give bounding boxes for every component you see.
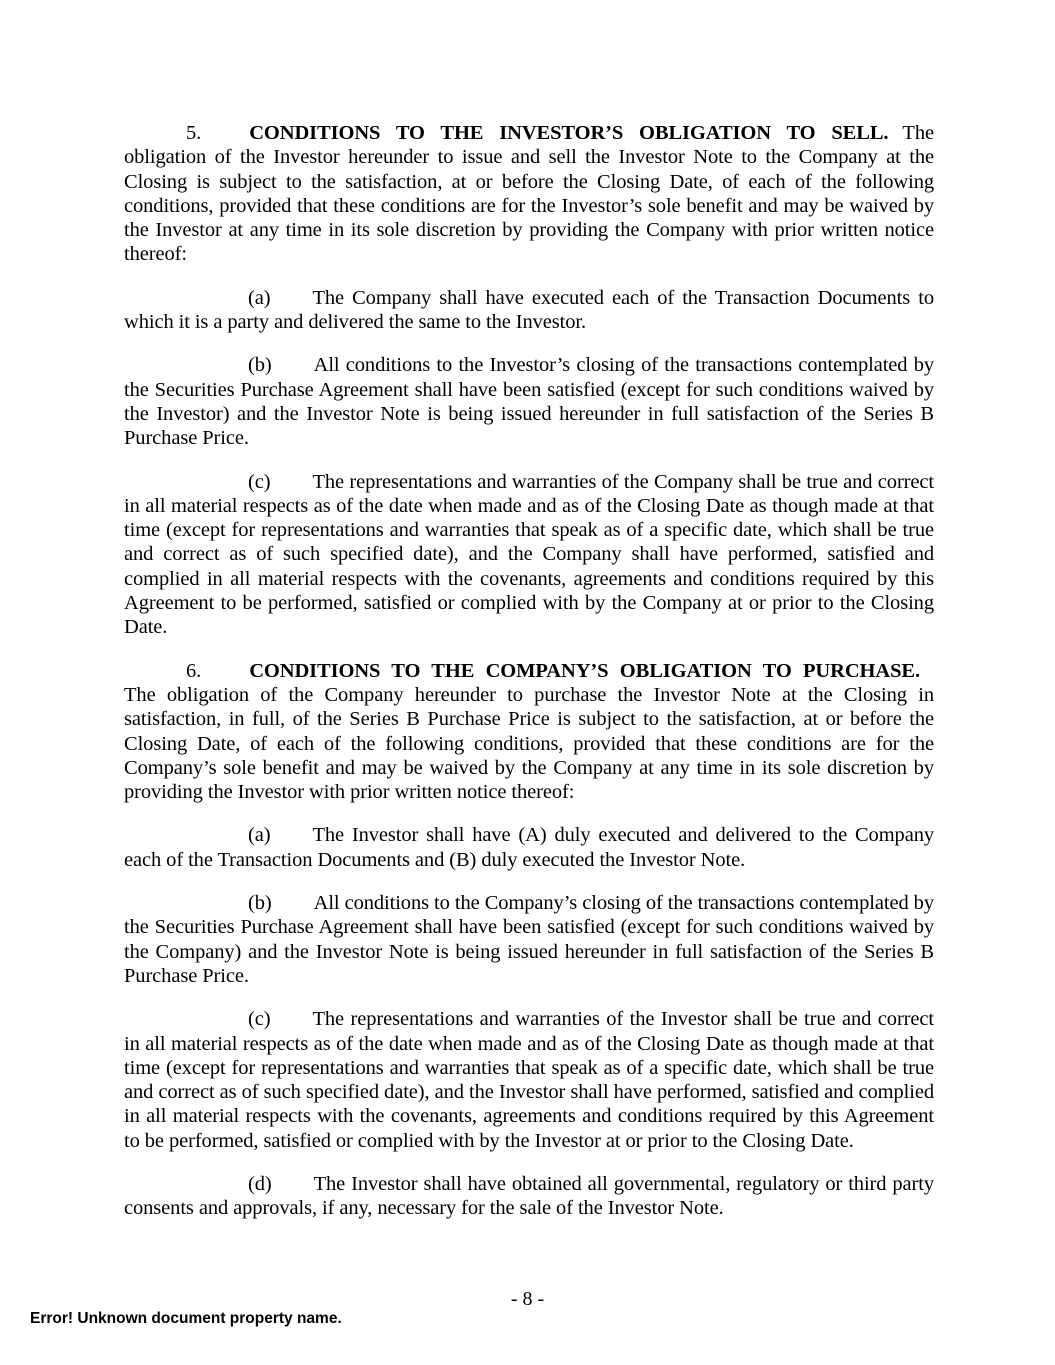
section-5-paragraph <box>124 121 934 267</box>
item-text: The Investor shall have obtained all governmental, regulatory or third party consents and approvals, if any, necessary for the sale of the Investor Note. <box>124 1172 934 1220</box>
section-6-number: 6. <box>186 659 202 682</box>
item-text: All conditions to the Investor’s closing of the transactions contemplated by the Securities Purchase Agreement shall have been satisfied (except for such conditions waived by the Investor) and the Investor Note is being issued hereunder in full satisfaction of the Series B Purchase Price. <box>124 354 934 450</box>
item-text: The representations and warranties of the Company shall be true and correct in all material respects as of the date when made and as of the Closing Date as though made at that time (except for representations and warranties that speak as of a specific date, which shall be true and correct as of such specified date), and the Company shall have performed, satisfied and complied in all material respects with the covenants, agreements and conditions required by this Agreement to be performed, satisfied or complied with by the Company at or prior to the Closing Date. <box>124 470 934 639</box>
item-label: (b) <box>248 354 272 377</box>
item-label: (b) <box>248 892 272 915</box>
section-5-item-b <box>124 353 934 450</box>
section-6-item-a <box>124 823 934 872</box>
item-label: (c) <box>248 1008 271 1031</box>
section-5-item-c <box>124 470 934 640</box>
item-text: The representations and warranties of the Investor shall be true and correct in all material respects as of the date when made and as of the Closing Date as though made at that time (except for representations and warranties that speak as of a specific date, which shall be true and correct as of such specified date), and the Investor shall have performed, satisfied and complied in all material respects with the covenants, agreements and conditions required by this Agreement to be performed, satisfied or complied with by the Investor at or prior to the Closing Date. <box>124 1008 934 1152</box>
item-text: The Investor shall have (A) duly executed and delivered to the Company each of the Transaction Documents and (B) duly executed the Investor Note. <box>124 824 934 871</box>
item-label: (a) <box>248 824 271 847</box>
item-label: (a) <box>248 286 271 309</box>
section-6-heading: CONDITIONS TO THE COMPANY’S OBLIGATION TO PURCHASE. <box>249 659 920 682</box>
item-text: The Company shall have executed each of the Transaction Documents to which it is a party and delivered the same to the Investor. <box>124 286 934 334</box>
section-5-intro: The obligation of the Investor hereunder to issue and sell the Investor Note to the Company at the Closing is subject to the satisfaction, at or before the Closing Date, of each of the following conditions, provided that these conditions are for the Investor’s sole benefit and may be waived by the Investor at any time in its sole discretion by providing the Company with prior written notice thereof: <box>124 122 934 266</box>
section-5-item-a <box>124 286 934 335</box>
page-number: - 8 - <box>510 1288 545 1310</box>
item-text: All conditions to the Company’s closing of the transactions contemplated by the Securities Purchase Agreement shall have been satisfied (except for such conditions waived by the Company) and the Investor Note is being issued hereunder in full satisfaction of the Series B Purchase Price. <box>124 892 934 987</box>
section-5-heading: CONDITIONS TO THE INVESTOR’S OBLIGATION TO SELL. <box>249 122 889 144</box>
item-label: (c) <box>248 470 271 493</box>
item-label: (d) <box>248 1172 272 1195</box>
section-6-intro: The obligation of the Company hereunder to purchase the Investor Note at the Closing in satisfaction, in full, of the Series B Purchase Price is subject to the satisfaction, at or before the Closing Date, of each of the following conditions, provided that these conditions are for the Company’s sole benefit and may be waived by the Company at any time in its sole discretion by providing the Investor with prior written notice thereof: <box>124 683 934 804</box>
section-6-item-d <box>124 1172 934 1221</box>
footer-error-text: Error! Unknown document property name. <box>30 1310 342 1327</box>
section-6-item-c <box>124 1007 934 1153</box>
document-body <box>124 121 934 1240</box>
section-6-item-b <box>124 891 934 988</box>
section-5-number: 5. <box>186 122 202 144</box>
section-6-paragraph <box>124 659 934 805</box>
